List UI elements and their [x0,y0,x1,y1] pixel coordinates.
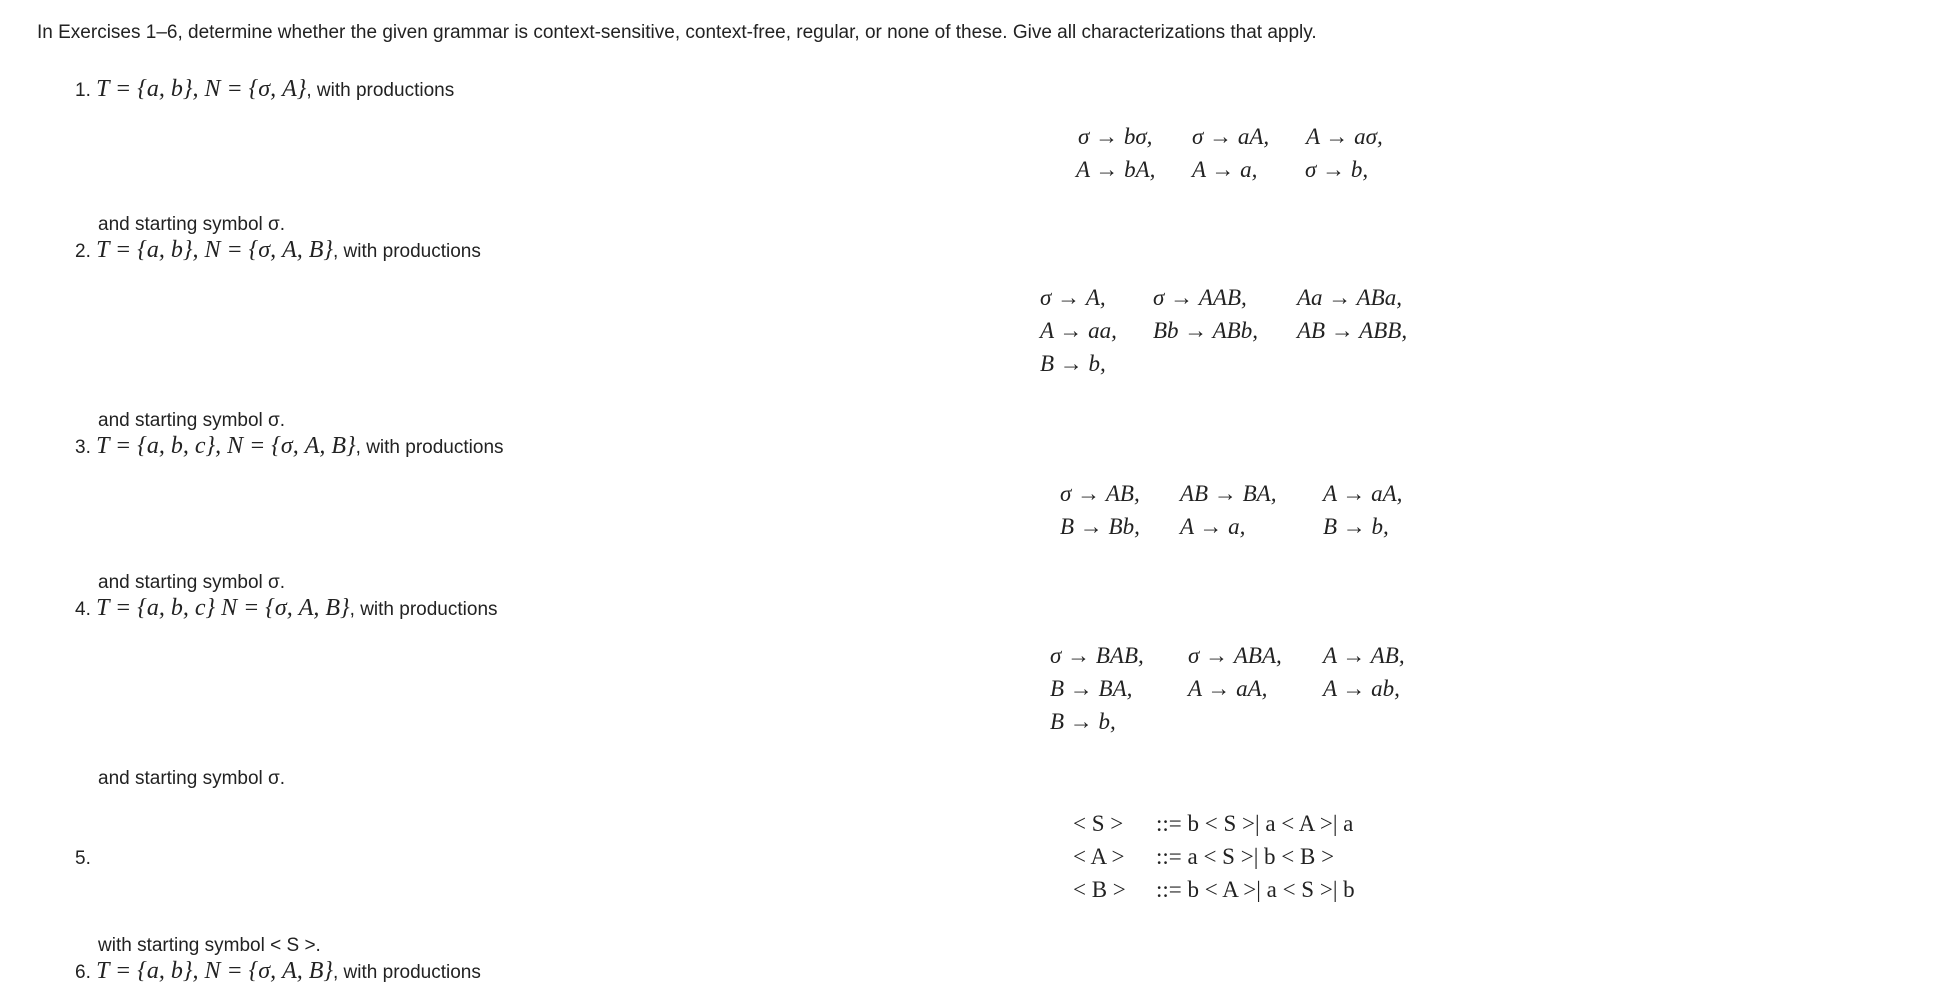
exercise-3-header [75,433,504,460]
productions-label: , with productions [306,80,455,101]
exercise-number: 4. [75,599,91,620]
exercise-number: 3. [75,437,91,458]
exercise-6-header [75,958,481,985]
production-rule: B → b, [1050,709,1116,734]
starting-symbol-note: and starting symbol σ. [98,572,286,593]
productions-label: , with productions [333,962,481,983]
production-rule: σ → bσ, [1078,124,1153,149]
production-rule: σ → b, [1305,157,1369,182]
exercise-number: 1. [75,80,91,101]
exercise-2-header [75,237,481,264]
bnf-rhs: ::= b < A >| a < S >| b [1156,877,1355,902]
productions-label: , with productions [355,437,504,458]
grammar-definition: T = {a, b}, N = {σ, A} [96,76,307,102]
production-rule: σ → aA, [1192,124,1270,149]
production-rule: AB → BA, [1180,481,1277,506]
exercise-1-header [75,76,454,103]
production-rule: σ → A, [1040,285,1106,310]
production-rule: Aa → ABa, [1297,285,1402,310]
bnf-lhs: < B > [1073,877,1126,902]
production-rule: B → b, [1040,351,1106,376]
production-rule: A → AB, [1323,643,1405,668]
production-rule: A → a, [1180,514,1246,539]
production-rule: B → BA, [1050,676,1133,701]
starting-symbol-note: with starting symbol < S >. [98,935,321,956]
grammar-definition: T = {a, b}, N = {σ, A, B} [96,958,333,984]
production-rule: A → aa, [1040,318,1117,343]
starting-symbol-note: and starting symbol σ. [98,214,286,235]
exercise-5-number: 5. [75,848,91,869]
production-rule: A → aA, [1323,481,1403,506]
production-rule: B → Bb, [1060,514,1140,539]
starting-symbol-note: and starting symbol σ. [98,768,286,789]
grammar-definition: T = {a, b, c}, N = {σ, A, B} [96,433,356,459]
bnf-rhs: ::= a < S >| b < B > [1156,844,1335,869]
instructions-text: In Exercises 1–6, determine whether the given grammar is context-sensitive, context-free, regular, or none of these. Give all characterizations that apply. [37,22,1317,43]
production-rule: A → aσ, [1306,124,1383,149]
production-rule: A → ab, [1323,676,1400,701]
starting-symbol-note: and starting symbol σ. [98,410,286,431]
production-rule: Bb → ABb, [1153,318,1258,343]
production-rule: σ → BAB, [1050,643,1144,668]
bnf-lhs: < A > [1073,844,1125,869]
production-rule: A → aA, [1188,676,1268,701]
production-rule: σ → AB, [1060,481,1140,506]
production-rule: AB → ABB, [1297,318,1408,343]
grammar-definition: T = {a, b}, N = {σ, A, B} [96,237,333,263]
exercise-4-header [75,595,498,622]
exercise-number: 2. [75,241,91,262]
production-rule: σ → ABA, [1188,643,1282,668]
grammar-definition: T = {a, b, c} N = {σ, A, B} [96,595,350,621]
production-rule: B → b, [1323,514,1389,539]
production-rule: A → a, [1192,157,1258,182]
production-rule: σ → AAB, [1153,285,1247,310]
bnf-lhs: < S > [1073,811,1124,836]
productions-label: , with productions [349,599,498,620]
production-rule: A → bA, [1076,157,1156,182]
bnf-rhs: ::= b < S >| a < A >| a [1156,811,1354,836]
productions-label: , with productions [333,241,481,262]
exercise-number: 6. [75,962,91,983]
